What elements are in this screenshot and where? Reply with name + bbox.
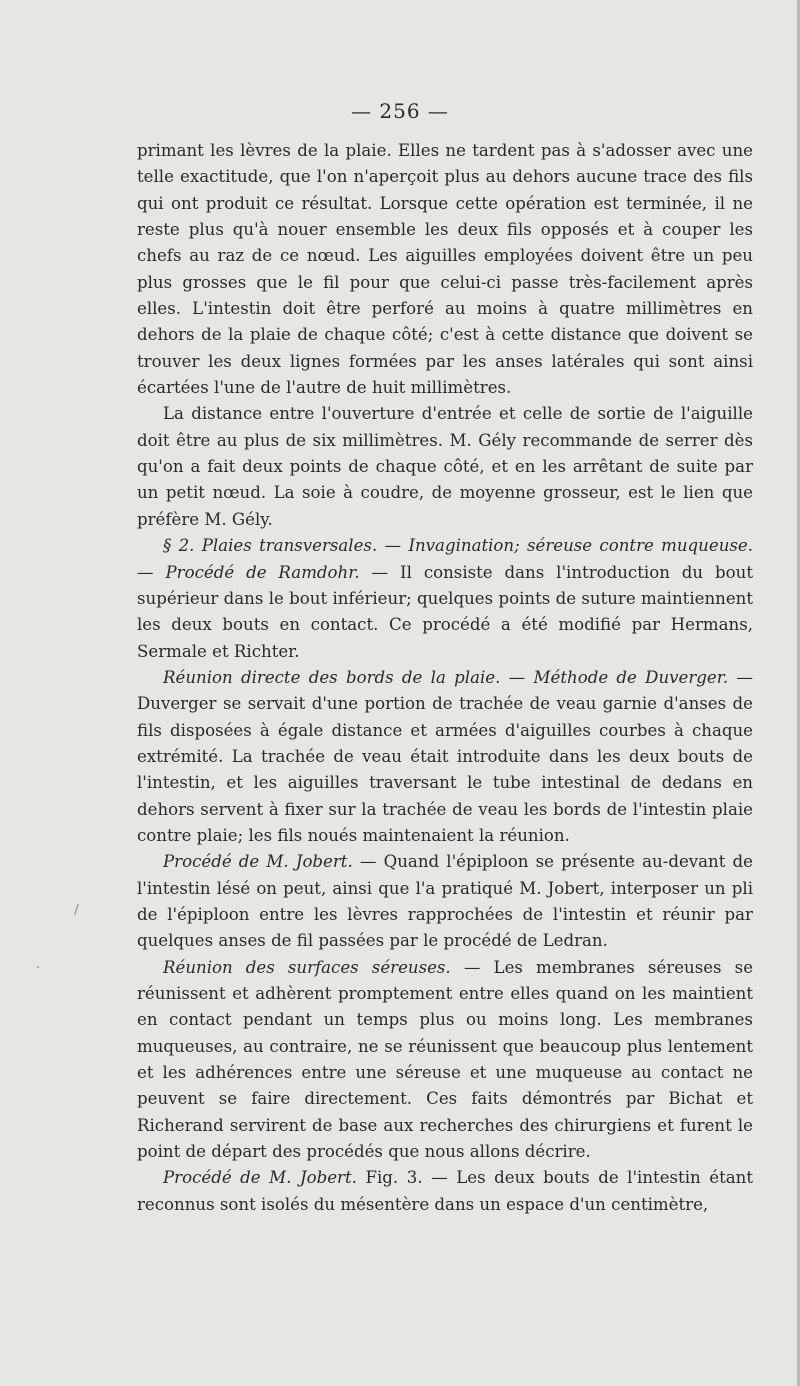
paragraph-lead: § 2. Plaies transversales. — Invagination; séreuse contre muqueuse. — Procédé de Ramdohr. bbox=[137, 536, 753, 582]
paragraph-continuation bbox=[137, 138, 753, 401]
paragraph-needle-distance bbox=[137, 401, 753, 533]
paragraph-duverger bbox=[137, 665, 753, 849]
body-text bbox=[137, 138, 753, 1218]
paragraph-text: La distance entre l'ouverture d'entrée et celle de sortie de l'aiguille doit être au plus de six millimètres. M. Gély recommande de serrer dès qu'on a fait deux points de chaque côté, et en les arrêtant de suite par un petit nœud. La soie à coudre, de moyenne grosseur, est le lien que préfère M. Gély. bbox=[137, 404, 753, 529]
paragraph-text: primant les lèvres de la plaie. Elles ne tardent pas à s'adosser avec une telle exactitude, que l'on n'aperçoit plus au dehors aucune trace des fils qui ont produit ce résultat. Lorsque cette opération est terminée, il ne reste plus qu'à nouer ensemble les deux fils opposés et à couper les chefs au raz de ce nœud. Les aiguilles employées doivent être un peu plus grosses que le fil pour que celui-ci passe très-facilement après elles. L'intestin doit être perforé au moins à quatre millimètres en dehors de la plaie de chaque côté; c'est à cette distance que doivent se trouver les deux lignes formées par les anses latérales qui sont ainsi écartées l'une de l'autre de huit millimètres. bbox=[137, 141, 753, 398]
paragraph-lead: Procédé de M. Jobert. bbox=[163, 852, 353, 872]
paragraph-lead: Réunion des surfaces séreuses. bbox=[163, 957, 451, 977]
paragraph-text: — Duverger se servait d'une portion de trachée de veau garnie d'anses de fils disposées à égale distance et armées d'aiguilles courbes à chaque extrémité. La trachée de veau était introduite dans les deux bouts de l'intestin, et les aiguilles traversant le tube intestinal de dedans en dehors servent à fixer sur la trachée de veau les bords de l'intestin plaie contre plaie; les fils noués maintenaient la réunion. bbox=[137, 667, 753, 845]
margin-dot-mark: · bbox=[36, 960, 41, 976]
paragraph-jobert-epiploon bbox=[137, 849, 753, 954]
paragraph-text: — Les membranes séreuses se réunissent et adhèrent promptement entre elles quand on les maintient en contact pendant un temps plus ou moins long. Les membranes muqueuses, au contraire, ne se réunissent que beaucoup plus lentement et les adhérences entre une séreuse et une muqueuse au contact ne peuvent se faire directement. Ces faits démontrés par Bichat et Richerand servirent de base aux recherches des chirurgiens et furent le point de départ des procédés que nous allons décrire. bbox=[137, 957, 754, 1162]
paragraph-lead: Réunion directe des bords de la plaie. — Méthode de Duverger. bbox=[163, 667, 729, 687]
paragraph-sereuses bbox=[137, 955, 753, 1166]
paragraph-section-2 bbox=[137, 533, 753, 665]
margin-pencil-mark: ∕ bbox=[74, 902, 79, 918]
paragraph-text: — Quand l'épiploon se présente au-devant de l'intestin lésé on peut, ainsi que l'a pratiqué M. Jobert, interposer un pli de l'épiploon entre les lèvres rapprochées de l'intestin et réunir par quelques anses de fil passées par le procédé de Ledran. bbox=[137, 852, 753, 951]
paragraph-lead: Procédé de M. Jobert. bbox=[163, 1168, 357, 1188]
paragraph-text: — Il consiste dans l'introduction du bout supérieur dans le bout inférieur; quelques points de suture maintiennent les deux bouts en contact. Ce procédé a été modifié par Hermans, Sermale et Richter. bbox=[137, 562, 753, 661]
paragraph-jobert-fig3 bbox=[137, 1165, 753, 1218]
paragraph-text: Fig. 3. — Les deux bouts de l'intestin étant reconnus sont isolés du mésentère dans un espace d'un centimètre, bbox=[137, 1168, 753, 1214]
page-number: — 256 — bbox=[351, 99, 449, 123]
